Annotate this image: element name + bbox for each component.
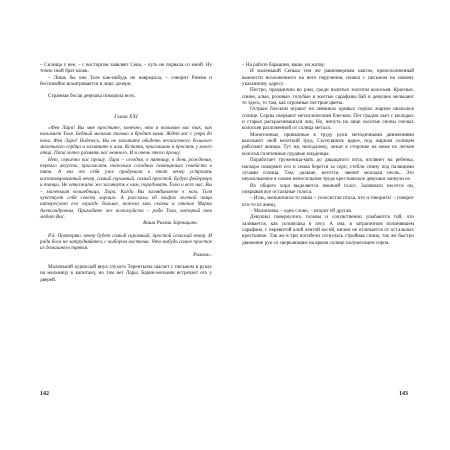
paragraph: Маленький курносый внук глухого Терентьича шагает с письмом в руках на мельницу к капитану, но там нет Лары. Барин-мельник встречает его у дверей.	[40, 263, 212, 283]
paragraph: – Малиновка – одно слово, – вторит ей другая.	[250, 207, 353, 214]
postscript-signature: Римма».	[193, 251, 212, 258]
paragraph: Пестро, празднично во ржи, среди налитых золотом колосьев. Красные, синие, алые, розовые, голубые и желтые сарафаны баб и девушек мелькают то здесь, то там, как огромные пестрые цветы.	[242, 87, 414, 107]
paragraph: Острым блеском играют на левниках кривых серпах жаркое июльское солнце. Серпы сверкают металлическим блеском. Пот градом льет с молодых и старых раскрасневшихся лиц. Но, ничуть на лице золотые снопы спелых колосьев разложенной от солнца металл.	[242, 106, 414, 132]
paragraph: Монотонные, привычные к труду руки методичными движениями высекают свой нелегкий труд. Согнувшись вдвое, под жарким солнцем работают жницы. Тут же, неподалеку, лежат в сторонке на меже их легкие колосья сплетенные грудные младенцы.	[242, 131, 414, 157]
paragraph: Девушки повернулись головы и сочувственно улыбаются той, что заливается, как соловушка в лесу. А она, в затрапезном полинявшем сарафане, с перевитой алой лентой косой, ничем не отличается от остальных крестьянок. Так же в три погибели согнулась стройная спина, так же быстро движение рук со сверкающим на ярком солнце полумесяцем серпа.	[242, 214, 414, 246]
paragraph: Их общего хора выделяется звонкий голос. Заливчато несется он, покрывая все остальные голоса.	[242, 182, 414, 195]
paragraph: И маленький Сенька тем же равномерным шагом, преисполненный важности возложенного на него поручения, пошел с письмом по новому указанному адресу.	[242, 68, 414, 88]
chapter-title: Глава XXI	[114, 113, 138, 120]
postscript: P.S. Повторяю, вечер будет самый скромный, простой сельский вечер. И ради бога не затрудняйтесь с выбором костюма. Что-нибудь самое простое из домашнего тряпья.	[40, 232, 212, 252]
paragraph: – Силища у нее, – с восторгом заявляет Сева, – чуть не порвала со мной. Ну точно свой брат казак.	[40, 62, 212, 75]
paragraph: – Изль, мельничиха-то наша – голосистая птаха, что и говорить! – говорит кто-то из жниц.	[242, 195, 414, 208]
letter-paragraph: «Фея Лара! Вы мне простите, конечно, что я называю вас так, как называет Толя. Бедный мальчик только и бредит вами. Ждет вас с утра до ночи. Фея Лара! Надеюсь, Вы не захотите обидеть несчастного больного маленького сердца и загляните к нам. Кстати, приглашаю я просить у моего отца. Папа хотел размять вас немного. И я очень этого прошу.	[40, 125, 212, 157]
letter-paragraph: Нет, серьезно вас прошу, Лара – сегодня, в пятницу, в день рождения, первого августа, пригласить несколько соседних помещичьих семейств к пяти. А мы от себя уже придумали в этот вечер устроить костюмированный вечер, самый скромный, самый простой. Будут фейерверк и танцы. Не откажите же заглянуть к нам, порадовать Толю и всех нас. Вы – маленькая волшебница, Лара. Когда Вы заглядываете к нам, Толя чувствует себя совсем хорошо. А рассказы об эльфах зеленой чащи интересуют его гораздо больше, нежели мои сказки и чтение Марии Александровны. Приходите же пожалуйста – ради Толи, который так любит Вас.	[40, 156, 212, 220]
paragraph: Поработает труженица-мать до двадцатого пота, взглянет на ребенка, наскоро покормит его и снова берется за серп, стебли спину под палящими лучами солнца. Там, дальше, несется, звенит молодая песнь. Это неумолкаемое в самом непосильном труде крестьянское девушки запнули ее.	[242, 157, 414, 183]
paragraph: – Лишь бы она Толе как-нибудь не навредила, – говорит Римма и беспокойно всматривается в лицо дочери.	[40, 74, 212, 88]
paragraph: Странная босая девушка покорила всех.	[48, 93, 136, 100]
page-number-left: 142	[40, 391, 49, 397]
letter-signature: Ваша Римма Зарницына.	[143, 220, 198, 227]
right-page	[242, 62, 414, 246]
left-page	[40, 62, 212, 283]
paragraph: – На работе барышня, ваше, на жатву.	[242, 62, 325, 68]
page-number-right: 143	[399, 391, 408, 397]
